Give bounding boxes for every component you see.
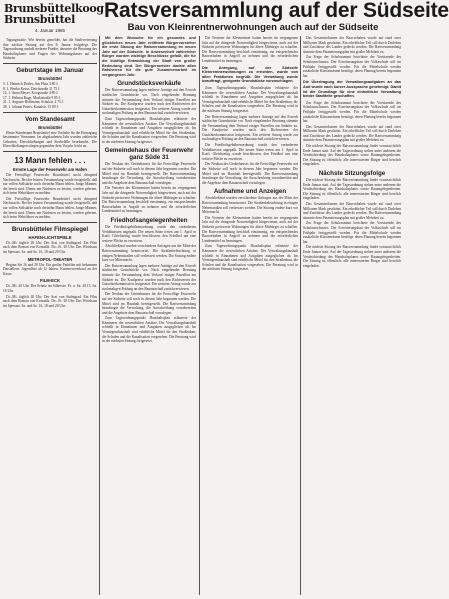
section-title: Grundstücksverkäufe xyxy=(117,80,181,88)
article-paragraph: Das Gesamtvolumen der Bauvorhaben wurde auf rund zwei Millionen Mark geschätzt. Ein erheblicher Teil soll durch Darlehen und Zuschüsse des Landes gedeckt werden. Die Ratsversammlung stimmte dem Finanzierungsplan mit großer Mehrheit zu. xyxy=(303,124,401,143)
article-highlight: Die Übertragung der Verwaltungsaufgaben an das Amt wurde nach kurzer Aussprache genehmigt. Damit ist die Grundlage für eine einheitliche Verwaltung beider Stadtteile geschaffen. xyxy=(303,80,401,99)
article-paragraph: Das Gesamtvolumen der Bauvorhaben wurde auf rund zwei Millionen Mark geschätzt. Ein erheblicher Teil soll durch Darlehen und Zuschüsse des Landes gedeckt werden. Die Ratsversammlung stimmte dem Finanzierungsplan mit großer Mehrheit zu. xyxy=(303,36,401,54)
article-paragraph: Der Ratsversammlung lagen mehrere Anträge auf den Erwerb städtischer Grundstücke vor. Nach eingehender Beratung stimmte die Versammlung dem Verkauf einiger Parzellen am Südufer zu. Die Kaufpreise wurden nach den Richtwerten der Gutachterkommission festgesetzt. Ein weiterer Antrag wurde zur nochmaligen Prüfung an den Bauausschuß zurückverwiesen. xyxy=(102,263,196,291)
section-title: Nächste Sitzungsfolge xyxy=(318,170,386,178)
article-paragraph: Abschließend wurden verschiedene Anfragen aus der Mitte der Ratsversammlung beantwortet. Die Straßenbeleuchtung in einigen Nebenstraßen soll verbessert werden. Die Sitzung endete kurz vor Mitternacht. xyxy=(102,244,196,263)
article-paragraph: Der Ratsversammlung lagen mehrere Anträge auf den Erwerb städtischer Grundstücke vor. Nach eingehender Beratung stimmte die Versammlung dem Verkauf einiger Parzellen am Südufer zu. Die Kaufpreise wurden nach den Richtwerten der Gutachterkommission festgesetzt. Ein weiterer Antrag wurde zur nochmaligen Prüfung an den Bauausschuß zurückverwiesen. xyxy=(102,88,196,116)
cinema-name: METROPOL-THEATER xyxy=(27,256,73,262)
article-paragraph: Di.–Mi. täglich 20 Uhr. Der Arzt von Stalingrad. Ein Film nach dem Roman von Konsalik. Do.–Fr. 20 Uhr: Das Wirtshaus im Spessart. Sa. und So. 16, 18 und 20 Uhr. xyxy=(3,294,97,308)
article-paragraph: Zum Tagesordnungspunkt Haushaltsplan erläuterte der Kämmerer die wesentlichen Ansätze. Der Verwaltungshaushalt schließt in Einnahmen und Ausgaben ausgeglichen ab. Im Vermögenshaushalt sind erhebliche Mittel für den Straßenbau, die Schulen und die Kanalisation vorgesehen. Die Beratung wird in der nächsten Sitzung fortgesetzt. xyxy=(102,116,196,144)
article-paragraph: Die nächste Sitzung der Ratsversammlung findet voraussichtlich Ende Januar statt. Auf der Tagesordnung stehen unter anderem die Verabschiedung des Haushaltsplanes sowie Bauangelegenheiten. Die Sitzung ist öffentlich; alle interessierten Bürger sind herzlich eingeladen. xyxy=(303,178,401,201)
film-listing xyxy=(3,241,97,255)
subheadline: Bau von Kleinrentnerwohnungen auch auf der Südseite xyxy=(127,22,379,33)
article-paragraph: Die Freiwillige Feuerwehr Brunsbüttel sucht dringend Nachwuchs. Bei der letzten Versammlung wurde festgestellt, daß zur vollen Sollstärke noch dreizehn Mann fehlen. Junge Männer, die bereit sind, Dienst am Nächsten zu leisten, werden gebeten, sich beim Wehrführer zu melden. xyxy=(3,196,97,220)
article-body xyxy=(102,225,196,344)
section-title: Friedhofsangelegenheiten xyxy=(110,217,188,224)
divider xyxy=(3,63,97,64)
article-body xyxy=(303,101,401,167)
list-item: 5. 1. Heinrich Detlev, Am Platz 3 80 J. xyxy=(3,81,59,86)
intro-text xyxy=(3,38,97,61)
article-lead: Mit dem Wunsche für ein gesundes und glückliches neues Jahr eröffnete Bürgervorsteher die erste Sitzung der Ratsversammlung im neuen Jahr auf der Südseite. In Anwesenheit zahlreicher Bürger wurden wichtige Beschlüsse gefaßt, die für die künftige Entwicklung der Stadt von großer Bedeutung sind. Der Bürgermeister dankte allen Ratsherren für die gute Zusammenarbeit im vergangenen Jahr. xyxy=(102,36,196,77)
article-paragraph: Der Neubau des Gerätehauses für die Freiwillige Feuerwehr auf der Südseite soll noch in diesem Jahr begonnen werden. Die Mittel sind im Haushalt bereitgestellt. Die Ratsversammlung beauftragte die Verwaltung, die Ausschreibung vorzubereiten und die Angebote dem Bauausschuß vorzulegen. xyxy=(202,162,298,185)
article-body xyxy=(102,162,196,214)
article-paragraph: Die Vertreter der Kleinrentner hatten bereits im vergangenen Jahr auf die dringende Notwendigkeit hingewiesen, auch auf der Südseite preiswerte Wohnungen für ältere Mitbürger zu schaffen. Die Ratsversammlung beschloß einstimmig, ein entsprechendes Bauvorhaben in Angriff zu nehmen und die erforderlichen Landesmittel zu beantragen. xyxy=(202,36,298,63)
article-paragraph: Das Gesamtvolumen der Bauvorhaben wurde auf rund zwei Millionen Mark geschätzt. Ein erheblicher Teil soll durch Darlehen und Zuschüsse des Landes gedeckt werden. Die Ratsversammlung stimmte dem Finanzierungsplan mit großer Mehrheit zu. xyxy=(303,202,401,220)
section-title-birthdays: Geburtstage im Januar xyxy=(16,66,84,74)
article-paragraph: Die Friedhofsgebührenordnung wurde den veränderten Verhältnissen angepaßt. Die neuen Sätze treten am 1. April in Kraft. Gleichzeitig wurde beschlossen, den Friedhof um eine weitere Fläche zu erweitern. xyxy=(202,143,298,161)
issue-date: 4. Januar 1965 xyxy=(34,28,66,33)
article-column-2 xyxy=(202,36,298,597)
masthead-title-1: Brunsbüttelkoog xyxy=(4,2,104,15)
column-rule xyxy=(199,36,200,595)
article-paragraph: Der Ratsversammlung lagen mehrere Anträge auf den Erwerb städtischer Grundstücke vor. Nach eingehender Beratung stimmte die Versammlung dem Verkauf einiger Parzellen am Südufer zu. Die Kaufpreise wurden nach den Richtwerten der Gutachterkommission festgesetzt. Ein weiterer Antrag wurde zur nochmaligen Prüfung an den Bauausschuß zurückverwiesen. xyxy=(202,114,298,142)
section-subtitle: Brunsbüttel xyxy=(38,124,62,130)
list-item: 12. 1. Anna Meyer, Koogstraße 4 80 J. xyxy=(3,91,59,96)
article-body xyxy=(202,86,298,185)
article-paragraph: Der Neubau des Gerätehauses für die Freiwillige Feuerwehr auf der Südseite soll noch in diesem Jahr begonnen werden. Die Mittel sind im Haushalt bereitgestellt. Die Ratsversammlung beauftragte die Verwaltung, die Ausschreibung vorzubereiten und die Angebote dem Bauausschuß vorzulegen. xyxy=(102,292,196,315)
list-item: 28. 1. Johann Peters, Kanalstr. 15 80 J. xyxy=(3,104,59,109)
article-paragraph: Die nächste Sitzung der Ratsversammlung findet voraussichtlich Ende Januar statt. Auf der Tagesordnung stehen unter anderem die Verabschiedung des Haushaltsplanes sowie Bauangelegenheiten. Die Sitzung ist öffentlich; alle interessierten Bürger sind herzlich eingeladen. xyxy=(303,144,401,167)
column-rule xyxy=(300,36,301,595)
article-paragraph: Heute Standesamt Brunsbüttel eine Vorliebe für die Eintragung bestimmter Vornamen. Im abgelaufenen Jahr wurden zahlreiche Geburten, Eheschließungen und Sterbefälle beurkundet. Die Eheschließungen stiegen gegenüber dem Vorjahr leicht an. xyxy=(3,130,97,149)
birthday-list xyxy=(3,82,97,110)
cinema-name: FILM-ECK xyxy=(39,278,60,284)
section-title-fire-brigade: 13 Mann fehlen . . . xyxy=(14,155,86,165)
divider xyxy=(3,112,97,113)
list-item: 8. 1. Bertha Kruse, Deichstraße 11 75 J. xyxy=(3,86,61,91)
section-title: Aufnahme und Anzeigen xyxy=(213,188,287,196)
section-title-films: Brunsbütteler Filmspiegel xyxy=(11,225,89,233)
masthead-title-2: Brunsbüttel xyxy=(4,13,76,26)
article-body xyxy=(202,196,298,272)
article-paragraph: Die Vertreter der Kleinrentner hatten bereits im vergangenen Jahr auf die dringende Notwendigkeit hingewiesen, auch auf der Südseite preiswerte Wohnungen für ältere Mitbürger zu schaffen. Die Ratsversammlung beschloß einstimmig, ein entsprechendes Bauvorhaben in Angriff zu nehmen und die erforderlichen Landesmittel zu beantragen. xyxy=(202,215,298,243)
list-item: 21. 1. Auguste Hoffmann, Schulstr. 2 75 J. xyxy=(3,100,65,105)
article-column-3 xyxy=(303,36,401,597)
article-paragraph: Zur Frage der Schulraumnot berichtete der Vorsitzende des Schulausschusses. Der Erweiterungsbau der Volksschule soll im Frühjahr fertiggestellt werden. Für die Mittelschule werden zusätzliche Klassenräume benötigt, deren Planung bereits begonnen hat. xyxy=(303,221,401,244)
headline: Ratsversammlung auf der Südseite xyxy=(104,0,449,22)
divider xyxy=(3,151,97,152)
column-rule xyxy=(99,36,100,595)
article-paragraph: Zur Frage der Schulraumnot berichtete der Vorsitzende des Schulausschusses. Der Erweiterungsbau der Volksschule soll im Frühjahr fertiggestellt werden. Für die Mittelschule werden zusätzliche Klassenräume benötigt, deren Planung bereits begonnen hat. xyxy=(303,100,401,124)
article-highlight: Die Anregung, auf der Südseite Kleinrentnerwohnungen zu errichten, wurde von allen Fraktionen begrüßt. Die Verwaltung wurde beauftragt, geeignete Grundstücke vorzuschlagen. xyxy=(202,65,298,84)
film-listing xyxy=(3,284,97,308)
article-intro xyxy=(102,36,196,77)
article-paragraph: Die Friedhofsgebührenordnung wurde den veränderten Verhältnissen angepaßt. Die neuen Sätze treten am 1. April in Kraft. Gleichzeitig wurde beschlossen, den Friedhof um eine weitere Fläche zu erweitern. xyxy=(102,225,196,243)
article-paragraph: Di.–Mi. täglich 20 Uhr. Der Arzt von Stalingrad. Ein Film nach dem Roman von Konsalik. Do.–Fr. 20 Uhr: Das Wirtshaus im Spessart. Sa. und So. 16, 18 und 20 Uhr. xyxy=(3,240,97,255)
article-paragraph: Zum Tagesordnungspunkt Haushaltsplan erläuterte der Kämmerer die wesentlichen Ansätze. Der Verwaltungshaushalt schließt in Einnahmen und Ausgaben ausgeglichen ab. Im Vermögenshaushalt sind erhebliche Mittel für den Straßenbau, die Schulen und die Kanalisation vorgesehen. Die Beratung wird in der nächsten Sitzung fortgesetzt. xyxy=(102,316,196,344)
list-item: 17. 1. Helmut Ruge, Marktstraße 9 85 J. xyxy=(3,95,61,100)
article-paragraph: Der Neubau des Gerätehauses für die Freiwillige Feuerwehr auf der Südseite soll noch in diesem Jahr begonnen werden. Die Mittel sind im Haushalt bereitgestellt. Die Ratsversammlung beauftragte die Verwaltung, die Ausschreibung vorzubereiten und die Angebote dem Bauausschuß vorzulegen. xyxy=(102,162,196,185)
article-paragraph: Tagungsstätte. Wie bereits gemeldet, hat die Stadtvertretung ihre nächste Sitzung auf den 8. Januar festgelegt. Die Tagesordnung umfaßt mehrere Punkte, darunter die Beratung des Haushaltsplanes und Fragen des Wohnungsbaues auf der Südseite. xyxy=(3,38,97,61)
fire-brigade-text xyxy=(3,173,97,220)
article-paragraph: Abschließend wurden verschiedene Anfragen aus der Mitte der Ratsversammlung beantwortet. Die Straßenbeleuchtung in einigen Nebenstraßen soll verbessert werden. Die Sitzung endete kurz vor Mitternacht. xyxy=(202,196,298,215)
article-paragraph: Die Freiwillige Feuerwehr Brunsbüttel sucht dringend Nachwuchs. Bei der letzten Versammlung wurde festgestellt, daß zur vollen Sollstärke noch dreizehn Mann fehlen. Junge Männer, die bereit sind, Dienst am Nächsten zu leisten, werden gebeten, sich beim Wehrführer zu melden. xyxy=(3,172,97,196)
left-column xyxy=(3,28,97,597)
article-paragraph: Die Vertreter der Kleinrentner hatten bereits im vergangenen Jahr auf die dringende Notwendigkeit hingewiesen, auch auf der Südseite preiswerte Wohnungen für ältere Mitbürger zu schaffen. Die Ratsversammlung beschloß einstimmig, ein entsprechendes Bauvorhaben in Angriff zu nehmen und die erforderlichen Landesmittel zu beantragen. xyxy=(102,186,196,214)
section-title: Gemeindehaus der Feuerwehr ganz Süde 31 xyxy=(104,147,194,162)
section-subtitle: Ernste Lage der Feuerwehr am Hafen xyxy=(12,166,87,172)
article-body xyxy=(102,88,196,144)
article-paragraph: Die nächste Sitzung der Ratsversammlung findet voraussichtlich Ende Januar statt. Auf der Tagesordnung stehen unter anderem die Verabschiedung des Haushaltsplanes sowie Bauangelegenheiten. Die Sitzung ist öffentlich; alle interessierten Bürger sind herzlich eingeladen. xyxy=(303,245,401,268)
divider xyxy=(3,222,97,223)
article-paragraph: Zur Frage der Schulraumnot berichtete der Vorsitzende des Schulausschusses. Der Erweiterungsbau der Volksschule soll im Frühjahr fertiggestellt werden. Für die Mittelschule werden zusätzliche Klassenräume benötigt, deren Planung bereits begonnen hat. xyxy=(303,55,401,78)
section-subtitle: Brunsbüttel xyxy=(38,75,62,81)
article-paragraph: Zum Tagesordnungspunkt Haushaltsplan erläuterte der Kämmerer die wesentlichen Ansätze. Der Verwaltungshaushalt schließt in Einnahmen und Ausgaben ausgeglichen ab. Im Vermögenshaushalt sind erhebliche Mittel für den Straßenbau, die Schulen und die Kanalisation vorgesehen. Die Beratung wird in der nächsten Sitzung fortgesetzt. xyxy=(202,244,298,272)
article-paragraph: Beginn Sie 16 und 20 Uhr. Ein großer Farbfilm mit bekannten Darstellern. Jugendfrei ab 12 Jahren. Kartenvorverkauf an der Kasse. xyxy=(3,262,97,276)
article-column-1 xyxy=(102,36,196,597)
registry-text xyxy=(3,131,97,149)
cinema-name: HAFEN-LICHTSPIELE xyxy=(28,234,72,240)
film-listing xyxy=(3,263,97,277)
article-paragraph: Di.–Mi. 20 Uhr. Der Schatz im Silbersee. Fr. u. Sa. 20.15, Sa. 16 Uhr. xyxy=(3,284,97,293)
article-body xyxy=(303,36,401,78)
article-body xyxy=(303,178,401,268)
section-title-registry: Vom Standesamt xyxy=(25,115,75,123)
article-body xyxy=(202,36,298,64)
article-paragraph: Zum Tagesordnungspunkt Haushaltsplan erläuterte der Kämmerer die wesentlichen Ansätze. Der Verwaltungshaushalt schließt in Einnahmen und Ausgaben ausgeglichen ab. Im Vermögenshaushalt sind erhebliche Mittel für den Straßenbau, die Schulen und die Kanalisation vorgesehen. Die Beratung wird in der nächsten Sitzung fortgesetzt. xyxy=(202,85,298,113)
